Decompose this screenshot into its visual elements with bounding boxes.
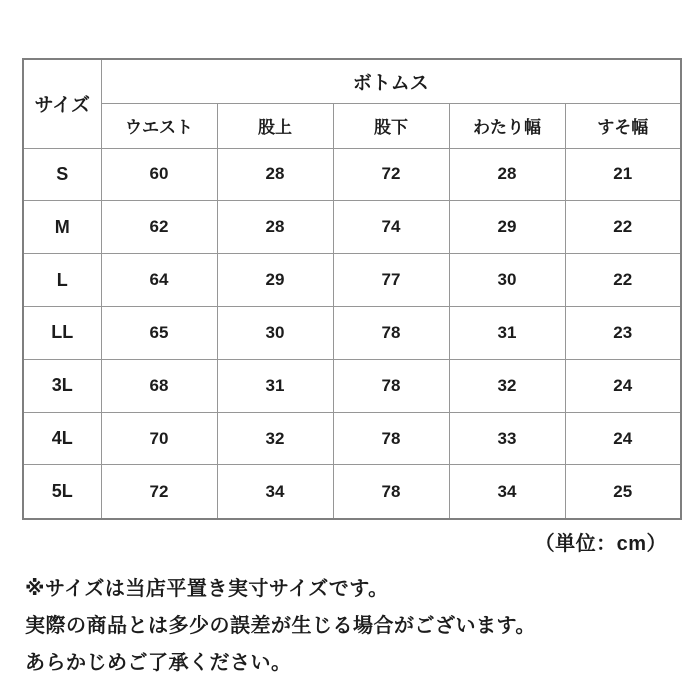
value-cell: 31 <box>449 306 565 359</box>
value-cell: 77 <box>333 254 449 307</box>
value-cell: 72 <box>101 465 217 519</box>
table-row-ll <box>23 306 681 359</box>
size-cell: 5L <box>23 465 101 519</box>
table-row-4l <box>23 412 681 465</box>
table-row-5l <box>23 465 681 519</box>
column-header-inseam: 股下 <box>333 103 449 148</box>
note-line: ※サイズは当店平置き実寸サイズです。 <box>25 578 389 600</box>
note-line: 実際の商品とは多少の誤差が生じる場合がございます。 <box>25 615 536 637</box>
value-cell: 78 <box>333 359 449 412</box>
corner-header-cell: サイズ <box>23 59 101 148</box>
table-header-row-group <box>23 59 681 103</box>
size-table <box>22 58 682 520</box>
value-cell: 65 <box>101 306 217 359</box>
table-row-l <box>23 254 681 307</box>
column-header-waist: ウエスト <box>101 103 217 148</box>
unit-label: （単位：cm） <box>534 533 667 555</box>
value-cell: 31 <box>217 359 333 412</box>
value-cell: 30 <box>449 254 565 307</box>
value-cell: 32 <box>449 359 565 412</box>
size-cell: LL <box>23 306 101 359</box>
value-cell: 78 <box>333 306 449 359</box>
size-cell: L <box>23 254 101 307</box>
value-cell: 60 <box>101 148 217 201</box>
column-header-hem-width: すそ幅 <box>565 103 681 148</box>
value-cell: 24 <box>565 412 681 465</box>
value-cell: 22 <box>565 201 681 254</box>
table-row-m <box>23 201 681 254</box>
value-cell: 33 <box>449 412 565 465</box>
table-row-3l <box>23 359 681 412</box>
value-cell: 22 <box>565 254 681 307</box>
value-cell: 74 <box>333 201 449 254</box>
value-cell: 24 <box>565 359 681 412</box>
value-cell: 78 <box>333 465 449 519</box>
column-header-rise: 股上 <box>217 103 333 148</box>
value-cell: 72 <box>333 148 449 201</box>
notes <box>25 571 536 682</box>
value-cell: 25 <box>565 465 681 519</box>
value-cell: 28 <box>217 148 333 201</box>
value-cell: 70 <box>101 412 217 465</box>
value-cell: 29 <box>449 201 565 254</box>
note-line: あらかじめご了承ください。 <box>25 652 292 674</box>
table-header-row-columns <box>23 103 681 148</box>
value-cell: 78 <box>333 412 449 465</box>
value-cell: 34 <box>449 465 565 519</box>
value-cell: 29 <box>217 254 333 307</box>
size-cell: M <box>23 201 101 254</box>
value-cell: 30 <box>217 306 333 359</box>
value-cell: 28 <box>449 148 565 201</box>
size-cell: 4L <box>23 412 101 465</box>
column-header-thigh-width: わたり幅 <box>449 103 565 148</box>
size-cell: S <box>23 148 101 201</box>
value-cell: 21 <box>565 148 681 201</box>
value-cell: 64 <box>101 254 217 307</box>
size-cell: 3L <box>23 359 101 412</box>
value-cell: 68 <box>101 359 217 412</box>
table-row-s <box>23 148 681 201</box>
value-cell: 28 <box>217 201 333 254</box>
value-cell: 34 <box>217 465 333 519</box>
group-header-cell: ボトムス <box>101 59 681 103</box>
value-cell: 32 <box>217 412 333 465</box>
value-cell: 23 <box>565 306 681 359</box>
value-cell: 62 <box>101 201 217 254</box>
